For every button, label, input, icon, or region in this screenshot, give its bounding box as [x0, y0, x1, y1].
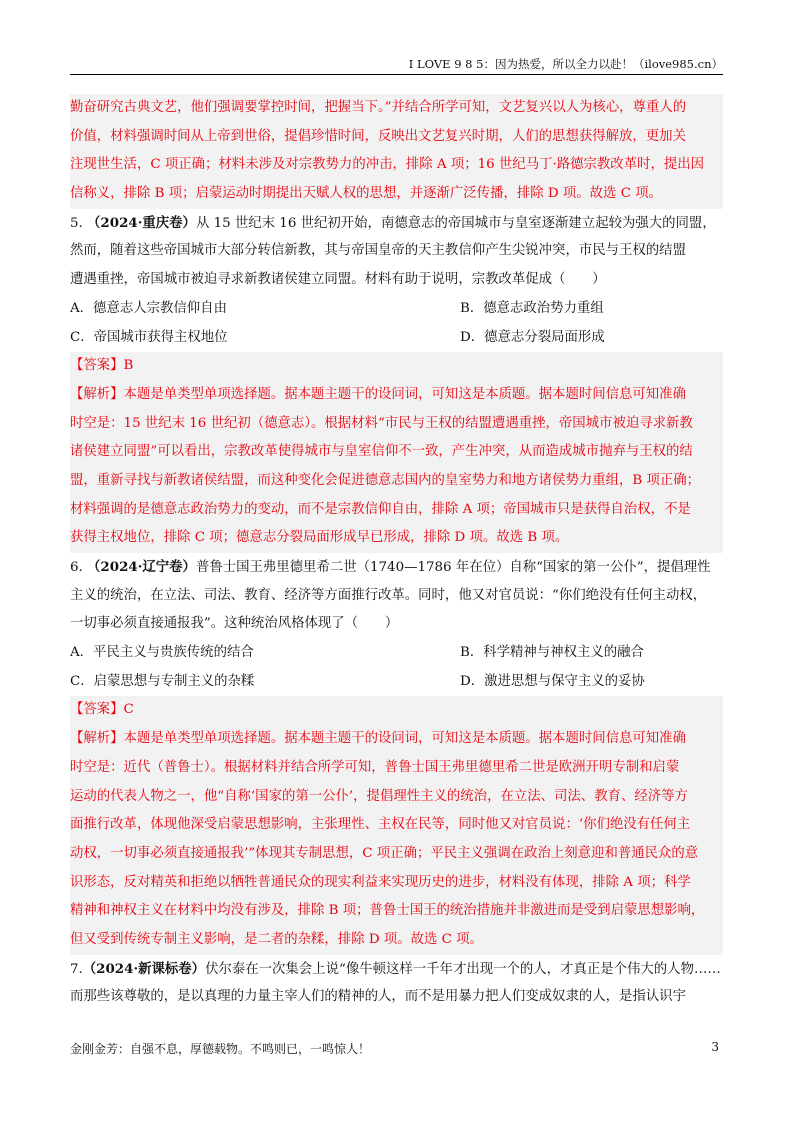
analysis-line: 面推行改革，体现他深受启蒙思想影响，主张理性、主权在民等，同时他又对官员说：‘你们绝没有任何主 — [70, 817, 691, 833]
question-7 — [70, 955, 723, 1012]
analysis-line: 信称义，排除 B 项；启蒙运动时期提出天赋人权的思想，并逐渐广泛传播，排除 D 项。故选 C 项。 — [70, 186, 662, 202]
analysis-line: 【解析】本题是单类型单项选择题。据本题主题干的设问词，可知这是本质题。据本题时间信息可知准确 — [70, 731, 686, 747]
analysis-line: 精神和神权主义在材料中均没有涉及，排除 B 项；普鲁士国王的统治措施并非激进而是受到启蒙思想影响， — [70, 903, 705, 919]
header-divider — [70, 74, 723, 75]
answer-block — [70, 352, 723, 553]
analysis-line: 注现世生活，C 项正确；材料未涉及对宗教势力的冲击，排除 A 项；16 世纪马丁·路德宗教改革时，提出因 — [70, 157, 705, 173]
analysis-line: 盟，重新寻找与新教诸侯结盟，而这种变化会促进德意志国内的皇室势力和地方诸侯势力重组，B 项正确； — [70, 472, 701, 488]
analysis-line: 材料强调的是德意志政治势力的变动，而不是宗教信仰自由，排除 A 项；帝国城市只是获得自治权，不是 — [70, 501, 691, 517]
answer-line: 【答案】C — [70, 702, 134, 718]
question-6 — [70, 553, 723, 955]
answer-line: 【答案】B — [70, 358, 134, 374]
options-row — [70, 295, 723, 324]
analysis-line: 诸侯建立同盟”可以看出，宗教改革使得城市与皇室信仰不一致，产生冲突，从而造成城市抛弃与王权的结 — [70, 444, 693, 460]
analysis-line: 【解析】本题是单类型单项选择题。据本题主题干的设问词，可知这是本质题。据本题时间信息可知准确 — [70, 386, 686, 402]
prev-analysis-block — [70, 94, 723, 209]
analysis-line: 时空是：近代（普鲁士）。根据材料并结合所学可知，普鲁士国王弗里德里希二世是欧洲开明专制和启蒙 — [70, 759, 680, 775]
analysis-line: 时空是：15 世纪末 16 世纪初（德意志）。根据材料“市民与王权的结盟遭遇重挫，帝国城市被迫寻求新教 — [70, 415, 693, 431]
analysis-line: 动权，一切事必须直接通报我’”体现其专制思想，C 项正确；平民主义强调在政治上刻意迎和普通民众的意 — [70, 845, 699, 861]
question-stem-line: 6. （2024·辽宁卷）普鲁士国王弗里德里希二世（1740—1786 年在位）自称“国家的第一公仆”，提倡理性 — [70, 559, 711, 575]
option-b: B．科学精神与神权主义的融合 — [460, 645, 644, 661]
analysis-line: 勤奋研究古典文艺，他们强调要掌控时间，把握当下。”并结合所学可知，文艺复兴以人为核心，尊重人的 — [70, 100, 687, 115]
page-number: 3 — [711, 1040, 719, 1054]
options-row — [70, 639, 723, 668]
options-row — [70, 324, 723, 353]
question-stem-line: 5. （2024·重庆卷）从 15 世纪末 16 世纪初开始，南德意志的帝国城市与皇室逐渐建立起较为强大的同盟， — [70, 214, 716, 231]
option-b: B．德意志政治势力重组 — [460, 300, 604, 316]
question-source: （2024·新课标卷） — [82, 960, 206, 977]
analysis-line: 运动的代表人物之一，他“自称‘国家的第一公仆’，提倡理性主义的统治，在立法、司法、教育、经济等方 — [70, 788, 688, 804]
option-d: D．德意志分裂局面形成 — [460, 329, 605, 345]
page-header: I LOVE 9 8 5：因为热爱，所以全力以赴！（ilove985.cn） — [408, 57, 723, 71]
question-stem-line: 而那些该尊敬的，是以真理的力量主宰人们的精神的人，而不是用暴力把人们变成奴隶的人，是指认识宇 — [70, 989, 686, 1005]
option-a: A．德意志人宗教信仰自由 — [70, 300, 227, 316]
analysis-line: 识形态，反对精英和拒绝以牺牲普通民众的现实利益来实现历史的进步，材料没有体现，排除 A 项；科学 — [70, 874, 691, 890]
analysis-line: 价值，材料强调时间从上帝到世俗，提倡珍惜时间，反映出文艺复兴时期，人们的思想获得解放，更加关 — [70, 128, 686, 144]
question-stem-line: 然而，随着这些帝国城市大部分转信新教，其与帝国皇帝的天主教信仰产生尖锐冲突，市民与王权的结盟 — [70, 243, 686, 259]
answer-block — [70, 696, 723, 954]
footer-motto: 金刚金芳：自强不息，厚德载物。不鸣则已，一鸣惊人！ — [70, 1042, 371, 1056]
analysis-line: 但又受到传统专制主义影响，是二者的杂糅，排除 D 项。故选 C 项。 — [70, 931, 483, 947]
question-source: （2024·重庆卷） — [87, 214, 196, 231]
question-stem-line: 一切事必须直接通报我”。这种统治风格体现了（ ） — [70, 616, 399, 632]
options-row — [70, 668, 723, 697]
question-number: 6. — [70, 560, 83, 575]
option-a: A．平民主义与贵族传统的结合 — [70, 645, 254, 661]
page-content — [70, 94, 723, 1012]
question-5 — [70, 209, 723, 553]
question-stem-line: 遭遇重挫，帝国城市被迫寻求新教诸侯建立同盟。材料有助于说明，宗教改革促成（ ） — [70, 272, 606, 288]
option-d: D．激进思想与保守主义的妥协 — [460, 673, 645, 689]
question-stem-line: 7.（2024·新课标卷）伏尔泰在一次集会上说“像牛顿这样一千年才出现一个的人，才真正是个伟大的人物…… — [70, 960, 721, 977]
analysis-line: 获得主权地位，排除 C 项；德意志分裂局面形成早已形成，排除 D 项。故选 B 项。 — [70, 530, 569, 546]
option-c: C．帝国城市获得主权地位 — [70, 329, 228, 345]
question-stem-line: 主义的统治，在立法、司法、教育、经济等方面推行改革。同时，他又对官员说：“你们绝没有任何主动权， — [70, 587, 707, 603]
option-c: C．启蒙思想与专制主义的杂糅 — [70, 673, 255, 689]
question-number: 7. — [70, 961, 83, 977]
question-source: （2024·辽宁卷） — [87, 559, 196, 575]
question-number: 5. — [70, 215, 83, 231]
